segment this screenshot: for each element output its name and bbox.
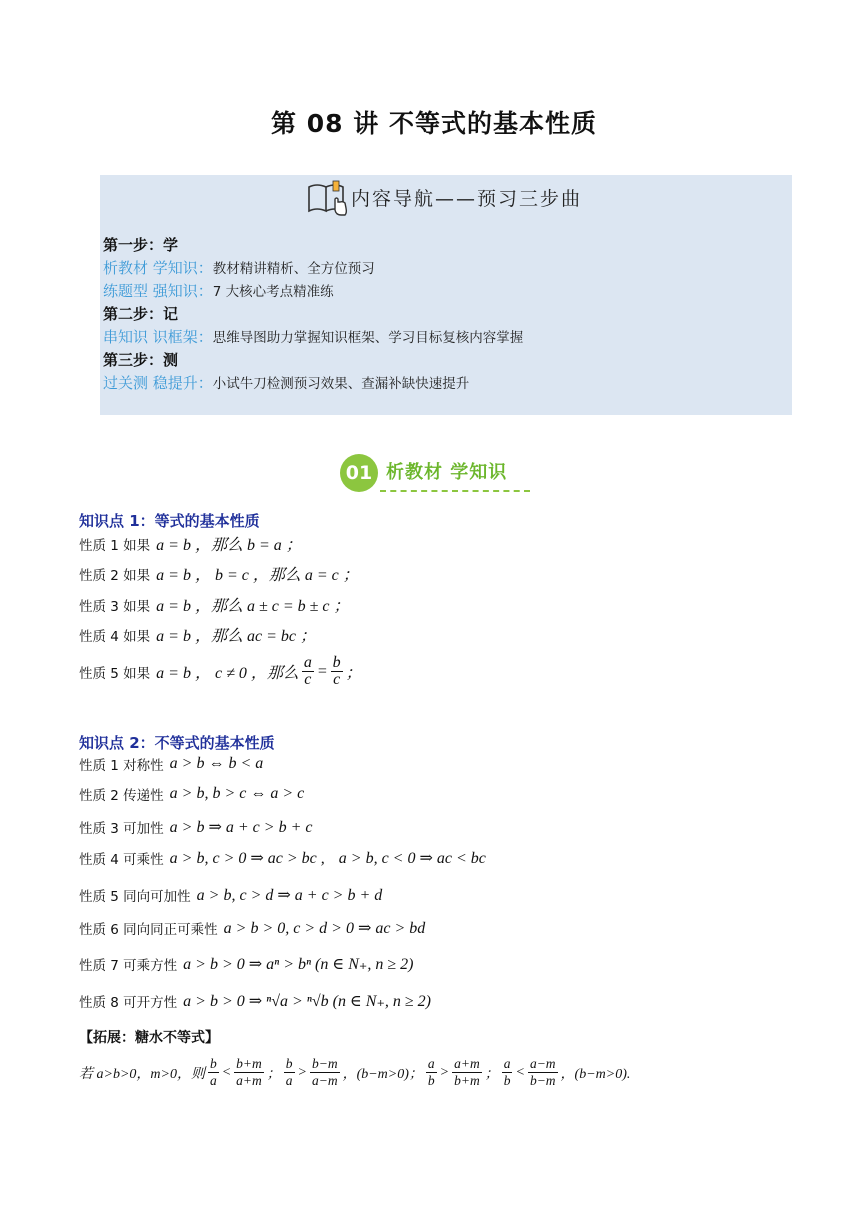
nav-item: 串知识 识框架：思维导图助力掌握知识框架、学习目标复核内容掌握	[103, 328, 524, 346]
nav-step: 第二步：记	[103, 305, 179, 323]
fraction: $\frac{b}{a}$	[209, 1056, 217, 1088]
fraction: $\frac{a}{b}$	[427, 1056, 435, 1088]
property-line: 性质 2 传递性 a > b, b > c ⇔ a > c	[79, 785, 305, 804]
fraction: $\frac{b}{a}$	[285, 1056, 293, 1088]
nav-title: 内容导航——预习三步曲	[351, 187, 583, 210]
knowledge-point-1-heading: 知识点 1：等式的基本性质	[79, 512, 260, 530]
fraction: $\frac{a}{b}$	[503, 1056, 511, 1088]
book-hand-icon	[305, 177, 349, 217]
property-line: 性质 4 可乘性 a > b, c > 0 ⇒ ac > bc , a > b, c < 0 ⇒ ac < bc	[79, 850, 486, 868]
property-line: 性质 3 可加性 a > b ⇒ a + c > b + c	[79, 819, 313, 837]
fraction: $\frac{a}{c}$	[303, 654, 312, 688]
property-line: 性质 1 如果 a = b ，那么 b = a ；	[79, 537, 302, 554]
property-line: 性质 6 同向同正可乘性 a > b > 0, c > d > 0 ⇒ ac > bd	[79, 920, 426, 938]
property-line: 性质 7 可乘方性 a > b > 0 ⇒ aⁿ > bⁿ (n ∈ N₊, n ≥ 2)	[79, 956, 414, 974]
property-line: 性质 3 如果 a = b ，那么 a ± c = b ± c ；	[79, 598, 350, 615]
content-navigation-box	[100, 175, 792, 415]
nav-step: 第一步：学	[103, 236, 179, 254]
nav-step: 第三步：测	[103, 351, 179, 369]
section-title: 析教材 学知识	[386, 462, 508, 483]
property-line: 性质 5 如果 a = b ， c ≠ 0 ，那么 $\frac{a}{c}$ = $\frac{b}{c}$ ；	[79, 654, 362, 688]
nav-item: 过关测 稳提升：小试牛刀检测预习效果、查漏补缺快速提升	[103, 374, 470, 392]
nav-item: 析教材 学知识：教材精讲精析、全方位预习	[103, 259, 375, 277]
property-line: 性质 8 可开方性 a > b > 0 ⇒ ⁿ√a > ⁿ√b (n ∈ N₊, n ≥ 2)	[79, 993, 432, 1011]
nav-lines	[103, 233, 523, 394]
section-header	[340, 452, 530, 494]
fraction: $\frac{b-m}{a-m}$	[311, 1056, 338, 1088]
knowledge-point-2-heading: 知识点 2：不等式的基本性质	[79, 734, 275, 752]
fraction: $\frac{a+m}{b+m}$	[454, 1056, 480, 1088]
page-title: 第 08 讲 不等式的基本性质	[271, 109, 597, 138]
property-line: 性质 5 同向可加性 a > b, c > d ⇒ a + c > b + d	[79, 887, 383, 905]
fraction: $\frac{b}{c}$	[332, 654, 341, 688]
fraction: $\frac{a-m}{b-m}$	[529, 1056, 556, 1088]
fraction: $\frac{b+m}{a+m}$	[236, 1056, 262, 1088]
nav-item: 练题型 强知识：7 大核心考点精准练	[103, 282, 334, 300]
property-line: 性质 2 如果 a = b ， b = c ，那么 a = c ；	[79, 567, 359, 584]
extension-title: 【拓展：糖水不等式】	[79, 1030, 219, 1046]
nav-header	[305, 177, 582, 217]
section-number-badge: 01	[340, 454, 378, 492]
property-line: 性质 4 如果 a = b ，那么 ac = bc ；	[79, 628, 316, 645]
section-divider	[380, 490, 530, 492]
property-line: 性质 1 对称性 a > b ⇔ b < a	[79, 755, 264, 774]
sugar-water-inequality: 若 a>b>0，m>0，则 $\frac{b}{a}$ < $\frac{b+m}{a+m}$ ； $\frac{b}{a}$ > $\frac{b-m}{a-m}$ ，(b−m>0)； $\frac{a}{b}$ > $\frac{a+m}{b+m}$ ； $\frac{a}{b}$ < $\frac{a-m}{b-m}$ ，(b−m>0).	[79, 1056, 631, 1088]
